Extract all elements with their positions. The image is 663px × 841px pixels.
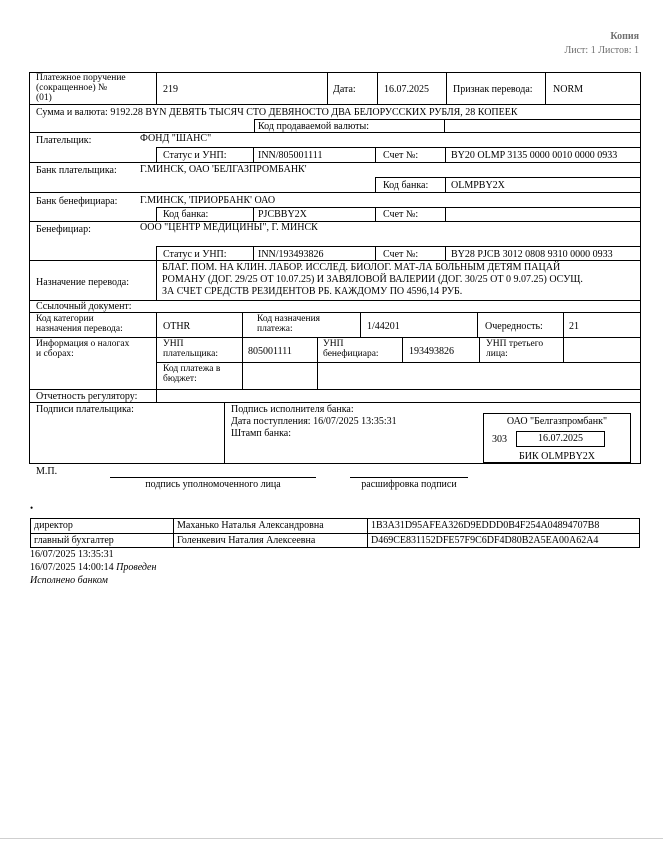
- copy-label: Копия: [610, 31, 639, 42]
- taxes-label: Информация о налогах и сборах:: [36, 339, 130, 359]
- date-label: Дата:: [333, 84, 356, 95]
- beneficiary-bank-name: Г.МИНСК, 'ПРИОРБАНК' ОАО: [140, 195, 276, 206]
- beneficiary-bank-code: PJCBBY2X: [258, 209, 307, 220]
- budget-code-label: Код платежа в бюджет:: [163, 364, 221, 384]
- payer-account-label: Счет №:: [383, 150, 419, 161]
- amount-line: Сумма и валюта: 9192.28 BYN ДЕВЯТЬ ТЫСЯЧ СТО ДЕВЯНОСТО ДВА БЕЛОРУССКИХ РУБЛЯ, 28 КОПЕЕК: [36, 107, 518, 118]
- payer-account: BY20 OLMP 3135 0000 0010 0000 0933: [451, 150, 618, 161]
- payer-unp-tax-label: УНП плательщика:: [163, 339, 218, 359]
- transfer-sign-label: Признак перевода:: [453, 84, 533, 95]
- beneficiary-unp-tax-label: УНП бенефициара:: [323, 339, 379, 359]
- sold-currency-label: Код продаваемой валюты:: [258, 121, 370, 132]
- beneficiary-account: BY28 PJCB 3012 0808 9310 0000 0933: [451, 249, 613, 260]
- payer-label: Плательщик:: [36, 135, 92, 146]
- beneficiary-label: Бенефициар:: [36, 224, 91, 235]
- beneficiary-account-label: Счет №:: [383, 249, 419, 260]
- timestamp-2-row: [30, 562, 156, 573]
- beneficiary-name: ООО "ЦЕНТР МЕДИЦИНЫ", Г. МИНСК: [140, 222, 318, 233]
- stamp-bank-name: ОАО "Белгазпромбанк": [506, 416, 608, 427]
- beneficiary-unp: INN/193493826: [258, 249, 324, 260]
- status-text: Проведен: [116, 562, 157, 573]
- payer-bank-label: Банк плательщика:: [36, 165, 117, 176]
- order-date: 16.07.2025: [384, 84, 429, 95]
- bank-stamp-label: Штамп банка:: [231, 428, 291, 439]
- priority: 21: [569, 321, 579, 332]
- stamp-date: 16.07.2025: [538, 433, 583, 444]
- executed-text: Исполнено банком: [30, 575, 108, 586]
- purpose-line-2: РОМАНУ (ДОГ. 29/25 ОТ 10.07.25) И ЗАВЯЛОВОЙ ВАЛЕРИИ (ДОГ. 30/25 ОТ 0 9.07.25) ОСУЩ.: [162, 274, 583, 285]
- purpose-code: 1/44201: [367, 321, 400, 332]
- purpose-code-label: Код назначения платежа:: [257, 314, 321, 334]
- stamp-bic: БИК OLMPBY2X: [518, 451, 596, 462]
- bank-executor-label: Подпись исполнителя банка:: [231, 404, 354, 415]
- received-date: Дата поступления: 16/07/2025 13:35:31: [231, 416, 397, 427]
- purpose-line-3: ЗА СЧЕТ СРЕДСТВ РЕЗИДЕНТОВ РБ. КАЖДОМУ ПО 4596,14 РУБ.: [162, 286, 463, 297]
- regulator-report-label: Отчетность регулятору:: [36, 391, 138, 402]
- auth-signature-caption: подпись уполномоченного лица: [145, 479, 281, 490]
- category-label: Код категории назначения перевода:: [36, 314, 123, 334]
- payer-bank-code: OLMPBY2X: [451, 180, 505, 191]
- beneficiary-unp-tax: 193493826: [409, 346, 454, 357]
- timestamp-1: 16/07/2025 13:35:31: [30, 549, 114, 560]
- beneficiary-status-label: Статус и УНП:: [163, 249, 227, 260]
- page-bottom-divider: [0, 838, 663, 839]
- decode-signature-caption: расшифровка подписи: [361, 479, 457, 490]
- purpose-label: Назначение перевода:: [36, 277, 130, 288]
- payer-signatures-label: Подписи плательщика:: [36, 404, 134, 415]
- reference-doc-label: Ссылочный документ:: [36, 301, 132, 312]
- order-title: Платежное поручение (сокращенное) № (01): [36, 73, 126, 103]
- order-number: 219: [163, 84, 178, 95]
- stamp-code: 303: [492, 434, 507, 445]
- mp-label: М.П.: [36, 466, 58, 477]
- beneficiary-bank-label: Банк бенефициара:: [36, 196, 118, 207]
- bullet-mark: •: [30, 503, 34, 513]
- signer-role: главный бухгалтер: [34, 535, 114, 546]
- payer-unp-tax: 805001111: [248, 346, 292, 357]
- payer-unp: INN/805001111: [258, 150, 323, 161]
- timestamp-2: 16/07/2025 14:00:14: [30, 562, 114, 573]
- transfer-sign: NORM: [553, 84, 584, 95]
- purpose-line-1: БЛАГ. ПОМ. НА КЛИН. ЛАБОР. ИССЛЕД. БИОЛОГ. МАТ-ЛА БОЛЬНЫМ ДЕТЯМ ПАЦАЙ: [162, 262, 561, 273]
- signer-name: Маханько Наталья Александровна: [177, 520, 324, 531]
- signer-name: Голенкевич Наталия Алексеевна: [177, 535, 316, 546]
- signer-role: директор: [34, 520, 73, 531]
- third-party-unp-label: УНП третьего лица:: [486, 339, 544, 359]
- category-value: OTHR: [163, 321, 191, 332]
- payer-status-label: Статус и УНП:: [163, 150, 227, 161]
- priority-label: Очередность:: [485, 321, 543, 332]
- signer-hash: 1B3A31D95AFEA326D9EDDD0B4F254A04894707B8: [371, 520, 600, 531]
- beneficiary-bank-code-label: Код банка:: [163, 209, 209, 220]
- payer-name: ФОНД "ШАНС": [140, 133, 212, 144]
- payer-bank-name: Г.МИНСК, ОАО 'БЕЛГАЗПРОМБАНК': [140, 164, 307, 175]
- beneficiary-bank-account-label: Счет №:: [383, 209, 419, 220]
- sheet-info: Лист: 1 Листов: 1: [564, 45, 639, 56]
- signer-hash: D469CE831152DFE57F9C6DF4D80B2A5EA00A62A4: [371, 535, 599, 546]
- payer-bank-code-label: Код банка:: [383, 180, 429, 191]
